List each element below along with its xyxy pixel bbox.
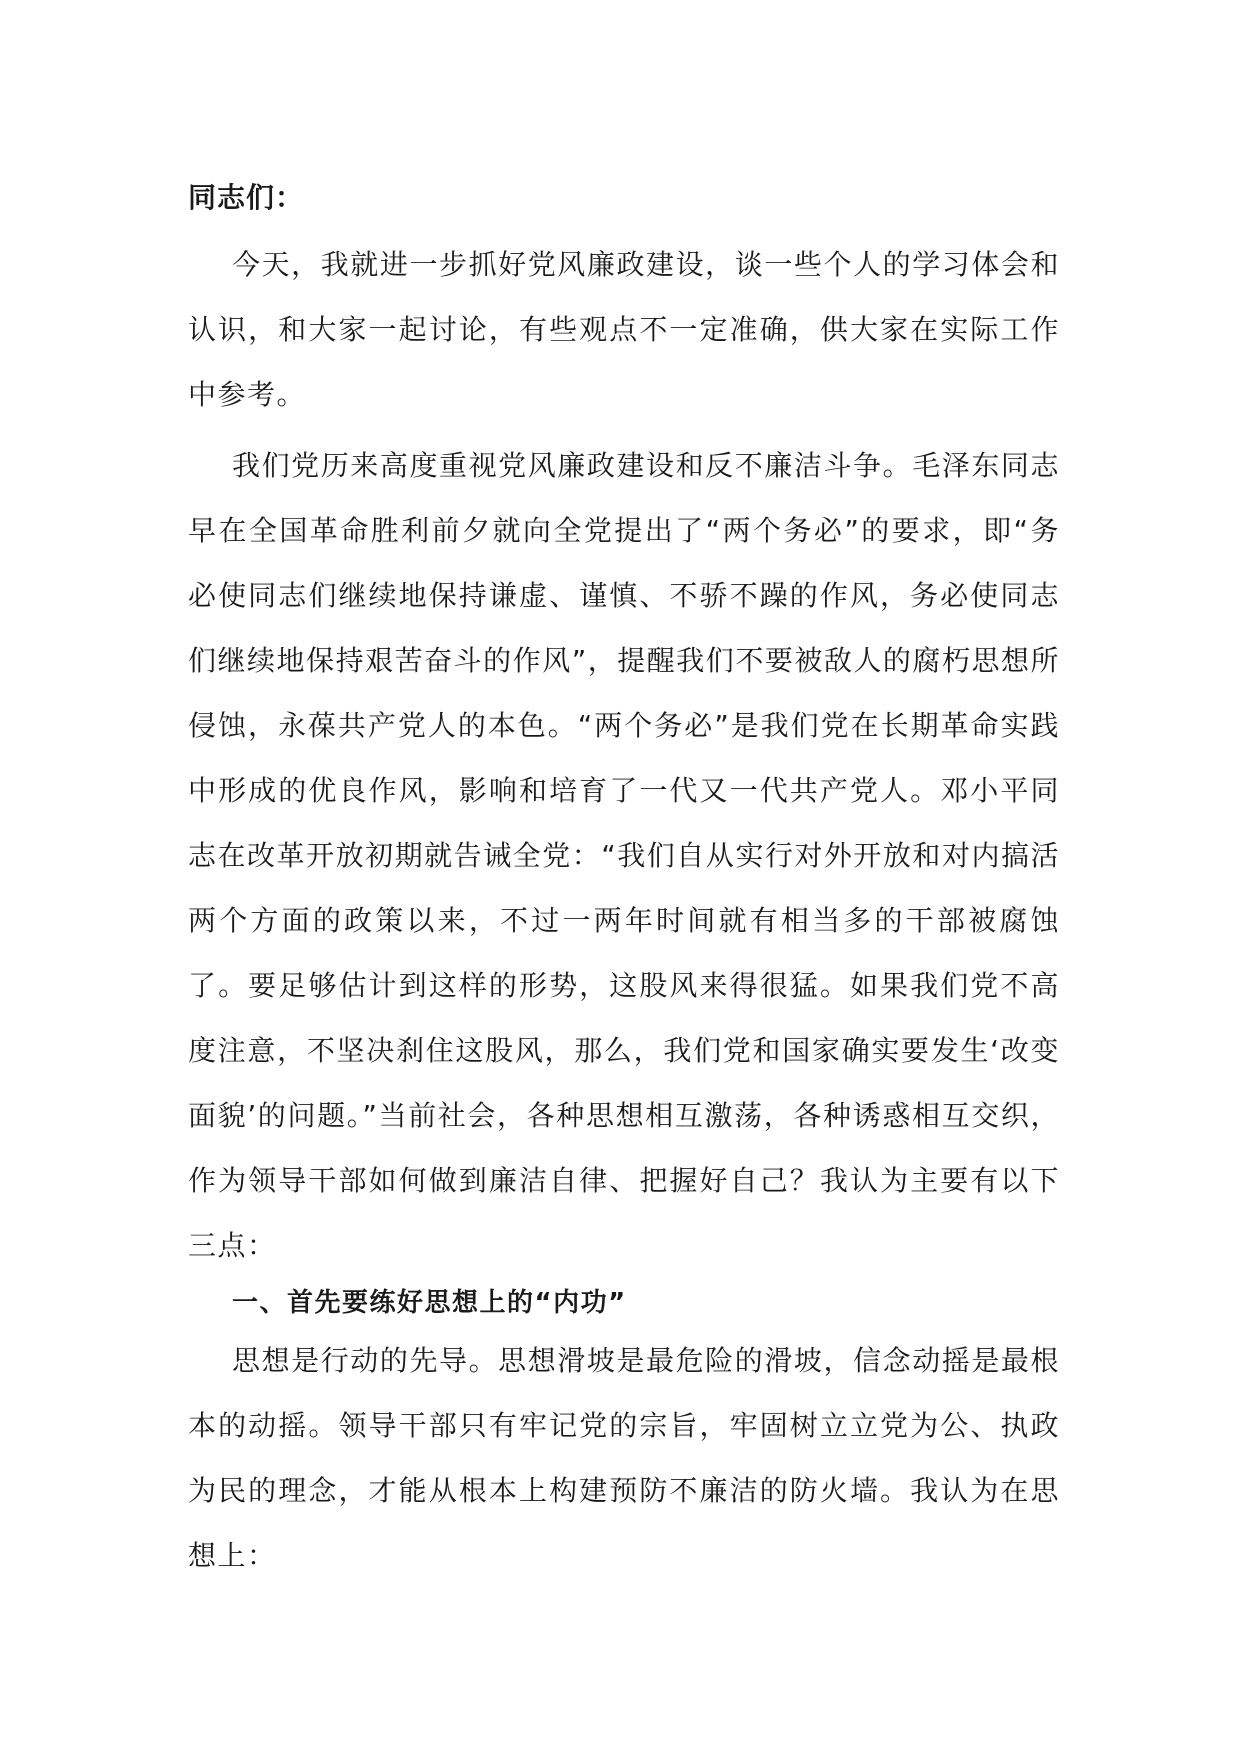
intro-paragraph: 今天，我就进一步抓好党风廉政建设，谈一些个人的学习体会和认识，和大家一起讨论，有些观点不一定准确，供大家在实际工作中参考。 [188,248,1060,411]
speech-body [188,172,1060,1588]
salutation: 同志们： [188,181,305,214]
section-one-paragraph: 思想是行动的先导。思想滑坡是最危险的滑坡，信念动摇是最根本的动摇。领导干部只有牢记党的宗旨，牢固树立立党为公、执政为民的理念，才能从根本上构建预防不廉洁的防火墙。我认为在思想上： [188,1344,1060,1572]
section-one-heading: 一、首先要练好思想上的“内功” [232,1288,627,1318]
history-paragraph: 我们党历来高度重视党风廉政建设和反不廉洁斗争。毛泽东同志早在全国革命胜利前夕就向全党提出了“两个务必”的要求，即“务必使同志们继续地保持谦虚、谨慎、不骄不躁的作风，务必使同志们继续地保持艰苦奋斗的作风”，提醒我们不要被敌人的腐朽思想所侵蚀，永葆共产党人的本色。“两个务必”是我们党在长期革命实践中形成的优良作风，影响和培育了一代又一代共产党人。邓小平同志在改革开放初期就告诫全党：“我们自从实行对外开放和对内搞活两个方面的政策以来，不过一两年时间就有相当多的干部被腐蚀了。要足够估计到这样的形势，这股风来得很猛。如果我们党不高度注意，不坚决刹住这股风，那么，我们党和国家确实要发生‘改变面貌’的问题。”当前社会，各种思想相互激荡，各种诱惑相互交织，作为领导干部如何做到廉洁自律、把握好自己？我认为主要有以下三点： [188,449,1060,1262]
